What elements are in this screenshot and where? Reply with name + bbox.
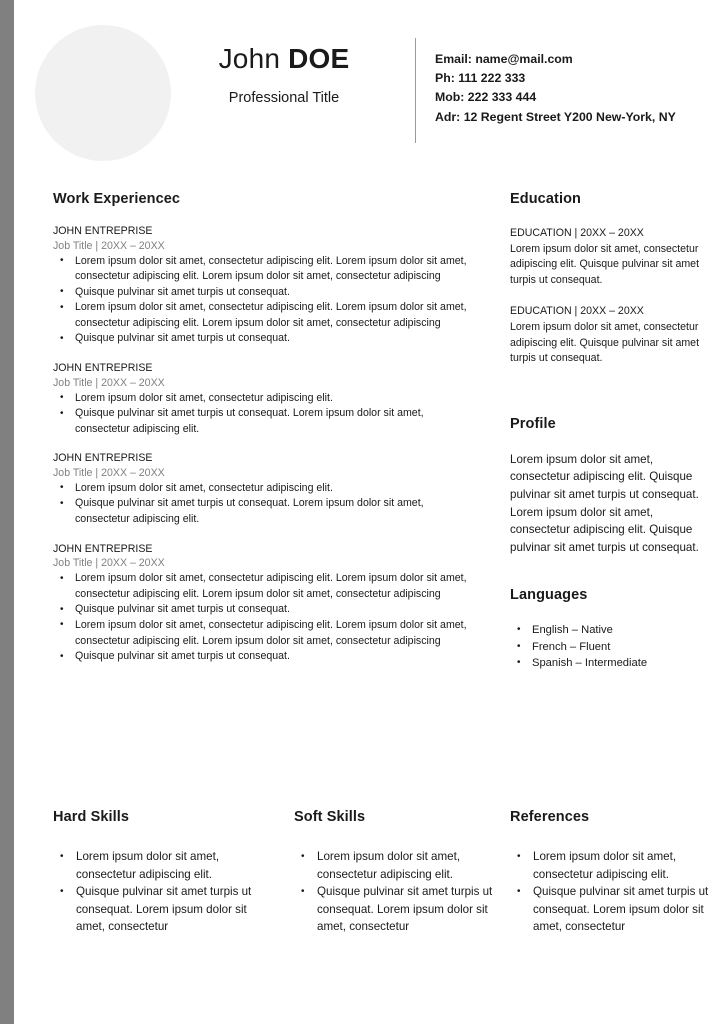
job-bullet: • Lorem ipsum dolor sit amet, consectetur adipiscing elit. <box>53 481 471 497</box>
header-vertical-divider <box>415 38 416 143</box>
job-meta: Job Title | 20XX – 20XX <box>53 376 165 389</box>
job-bullet-list <box>53 571 471 665</box>
references-column <box>510 808 710 936</box>
job-meta: Job Title | 20XX – 20XX <box>53 239 165 252</box>
hard-skills-column <box>53 808 253 936</box>
skill-item: • Lorem ipsum dolor sit amet, consectetur adipiscing elit. <box>294 848 494 883</box>
sidebar-column <box>510 190 715 671</box>
job-entry <box>53 451 471 527</box>
spacer <box>510 556 715 586</box>
job-bullet-list <box>53 391 471 438</box>
job-bullet: • Quisque pulvinar sit amet turpis ut consequat. Lorem ipsum dolor sit amet, consectetur adipiscing elit. <box>53 406 471 437</box>
reference-item: • Lorem ipsum dolor sit amet, consectetur adipiscing elit. <box>510 848 710 883</box>
job-bullet: • Quisque pulvinar sit amet turpis ut consequat. <box>53 602 471 618</box>
job-bullet: • Lorem ipsum dolor sit amet, consectetur adipiscing elit. <box>53 391 471 407</box>
skill-item: • Quisque pulvinar sit amet turpis ut consequat. Lorem ipsum dolor sit amet, consectetur <box>53 883 253 936</box>
resume-page <box>14 0 722 1024</box>
spacer <box>510 383 715 415</box>
page-left-gutter-bar <box>0 0 14 1024</box>
hard-skills-list <box>53 848 253 936</box>
last-name: DOE <box>288 43 350 74</box>
language-item: • English – Native <box>510 622 715 638</box>
contact-phone: Ph: 111 222 333 <box>435 71 526 86</box>
skill-item: • Lorem ipsum dolor sit amet, consectetur adipiscing elit. <box>53 848 253 883</box>
profile-text: Lorem ipsum dolor sit amet, consectetur adipiscing elit. Quisque pulvinar sit amet turpis ut consequat. Lorem ipsum dolor sit amet, consectetur adipiscing elit. Quisque pulvinar sit amet turpis ut consequat. <box>510 452 699 554</box>
job-bullet-list <box>53 254 471 348</box>
section-title-profile: Profile <box>510 415 556 432</box>
professional-title: Professional Title <box>228 90 340 106</box>
education-entry <box>510 226 715 288</box>
languages-list <box>510 622 715 671</box>
bottom-sections-row <box>14 808 722 1024</box>
job-bullet: • Lorem ipsum dolor sit amet, consectetur adipiscing elit. Lorem ipsum dolor sit amet, consectetur adipiscing elit. Lorem ipsum dolor sit amet, consectetur adipiscing <box>53 300 471 331</box>
work-experience-column <box>53 190 471 679</box>
job-bullet: • Quisque pulvinar sit amet turpis ut consequat. <box>53 649 471 665</box>
job-entry <box>53 361 471 437</box>
section-title-education: Education <box>510 191 581 207</box>
education-entry <box>510 304 715 366</box>
job-bullet: • Lorem ipsum dolor sit amet, consectetur adipiscing elit. Lorem ipsum dolor sit amet, consectetur adipiscing elit. Lorem ipsum dolor sit amet, consectetur adipiscing <box>53 571 471 602</box>
avatar <box>35 25 171 161</box>
language-item: • French – Fluent <box>510 639 715 655</box>
job-bullet: • Quisque pulvinar sit amet turpis ut consequat. <box>53 331 471 347</box>
job-entry <box>53 542 471 665</box>
contact-address: Adr: 12 Regent Street Y200 New-York, NY <box>435 109 676 124</box>
first-name: John <box>218 43 289 74</box>
name-block <box>184 42 384 108</box>
page-title <box>184 42 384 76</box>
section-title-soft-skills: Soft Skills <box>294 809 366 825</box>
contact-info-block <box>435 50 715 127</box>
job-bullet-list <box>53 481 471 528</box>
job-bullet: • Lorem ipsum dolor sit amet, consectetur adipiscing elit. Lorem ipsum dolor sit amet, consectetur adipiscing elit. Lorem ipsum dolor sit amet, consectetur adipiscing <box>53 254 471 285</box>
education-body: Lorem ipsum dolor sit amet, consectetur adipiscing elit. Quisque pulvinar sit amet turpis ut consequat. <box>510 320 700 365</box>
section-title-work-experience: Work Experiencec <box>53 191 181 207</box>
resume-header <box>14 0 722 172</box>
section-title-references: References <box>510 809 590 825</box>
soft-skills-column <box>294 808 494 936</box>
job-bullet: • Quisque pulvinar sit amet turpis ut consequat. Lorem ipsum dolor sit amet, consectetur adipiscing elit. <box>53 496 471 527</box>
references-list <box>510 848 710 936</box>
soft-skills-list <box>294 848 494 936</box>
education-head: EDUCATION | 20XX – 20XX <box>510 227 644 239</box>
job-bullet: • Lorem ipsum dolor sit amet, consectetur adipiscing elit. Lorem ipsum dolor sit amet, consectetur adipiscing elit. Lorem ipsum dolor sit amet, consectetur adipiscing <box>53 618 471 649</box>
section-title-languages: Languages <box>510 587 588 604</box>
job-company: JOHN ENTREPRISE <box>53 362 153 375</box>
education-body: Lorem ipsum dolor sit amet, consectetur adipiscing elit. Quisque pulvinar sit amet turpis ut consequat. <box>510 242 700 286</box>
contact-mobile: Mob: 222 333 444 <box>435 90 537 105</box>
job-company: JOHN ENTREPRISE <box>53 452 153 465</box>
skill-item: • Quisque pulvinar sit amet turpis ut consequat. Lorem ipsum dolor sit amet, consectetur <box>294 883 494 936</box>
language-item: • Spanish – Intermediate <box>510 655 715 671</box>
education-head: EDUCATION | 20XX – 20XX <box>510 305 644 318</box>
job-company: JOHN ENTREPRISE <box>53 225 153 237</box>
job-meta: Job Title | 20XX – 20XX <box>53 466 165 479</box>
contact-email: Email: name@mail.com <box>435 52 573 66</box>
job-entry <box>53 224 471 347</box>
reference-item: • Quisque pulvinar sit amet turpis ut consequat. Lorem ipsum dolor sit amet, consectetur <box>510 883 710 936</box>
job-meta: Job Title | 20XX – 20XX <box>53 557 165 570</box>
job-bullet: • Quisque pulvinar sit amet turpis ut consequat. <box>53 285 471 301</box>
job-company: JOHN ENTREPRISE <box>53 542 153 555</box>
section-title-hard-skills: Hard Skills <box>53 809 130 825</box>
